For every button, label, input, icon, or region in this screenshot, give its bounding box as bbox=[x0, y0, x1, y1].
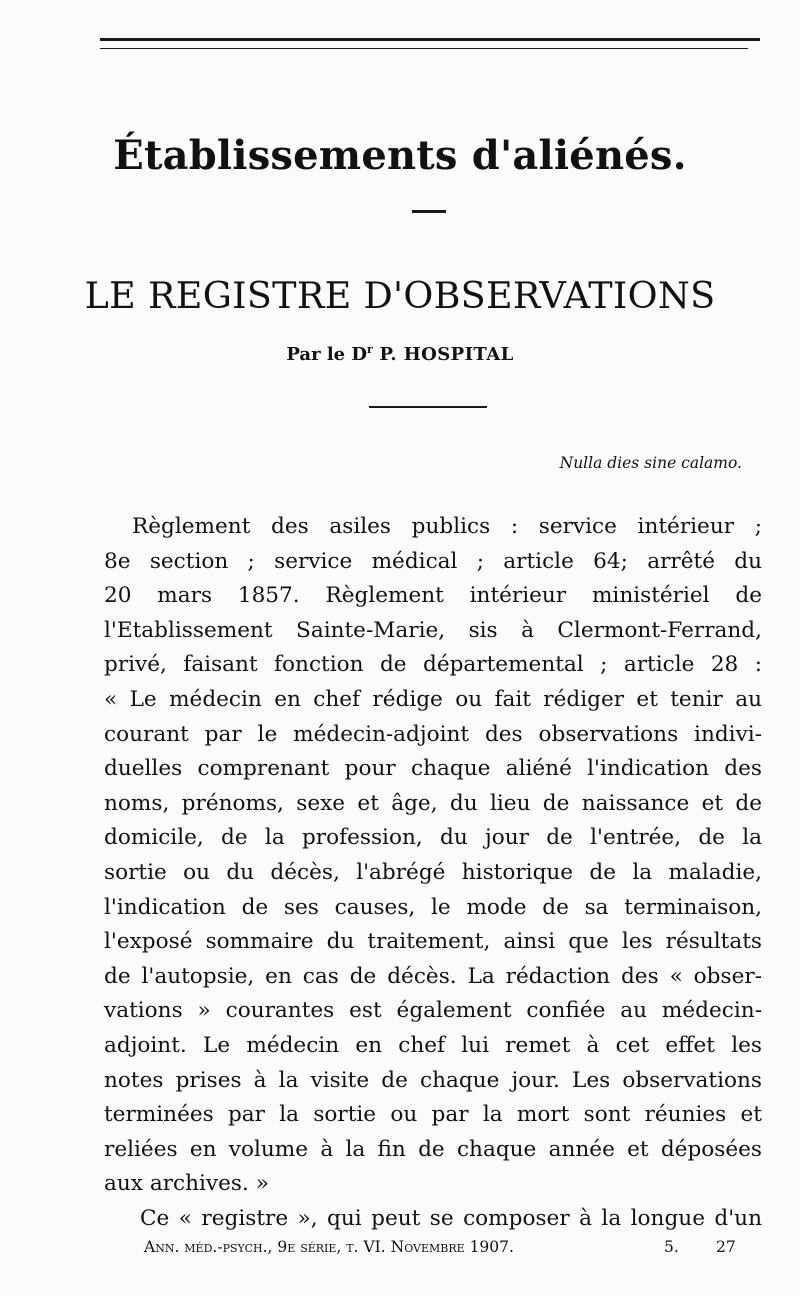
body-line: privé, faisant fonction de départemental ; article 28 : bbox=[104, 652, 762, 678]
section-heading: Établissements d'aliénés. bbox=[113, 132, 687, 179]
body-line: aux archives. » bbox=[104, 1171, 269, 1197]
body-line: « Le médecin en chef rédige ou fait rédiger et tenir au bbox=[104, 686, 762, 712]
page-number: 27 bbox=[716, 1238, 736, 1256]
body-line: 8e section ; service médical ; article 64; arrêté du bbox=[104, 548, 762, 574]
body-line: sortie ou du décès, l'abrégé historique de la maladie, bbox=[104, 859, 762, 885]
body-line: l'indication de ses causes, le mode de sa terminaison, bbox=[104, 894, 762, 920]
body-line: de l'autopsie, en cas de décès. La rédaction des « obser- bbox=[104, 963, 762, 989]
body-line: 20 mars 1857. Règlement intérieur ministériel de bbox=[104, 583, 762, 609]
body-line: noms, prénoms, sexe et âge, du lieu de naissance et de bbox=[104, 790, 762, 816]
body-line: l'exposé sommaire du traitement, ainsi que les résultats bbox=[104, 929, 762, 955]
page-footer bbox=[144, 1236, 736, 1258]
body-line: Ce « registre », qui peut se composer à la longue d'un bbox=[140, 1205, 762, 1231]
body-text bbox=[104, 510, 762, 1236]
journal-citation: Ann. méd.-psych., 9e série, t. VI. Novembre 1907. bbox=[144, 1238, 514, 1256]
body-line: domicile, de la profession, du jour de l'entrée, de la bbox=[104, 825, 762, 851]
heading-dash bbox=[412, 210, 446, 213]
body-line: vations » courantes est également confiée au médecin- bbox=[104, 998, 762, 1024]
body-line: adjoint. Le médecin en chef lui remet à cet effet les bbox=[104, 1032, 762, 1058]
body-line: l'Etablissement Sainte-Marie, sis à Clermont-Ferrand, bbox=[104, 617, 762, 643]
body-line: Règlement des asiles publics : service intérieur ; bbox=[132, 514, 762, 539]
top-rule-thick bbox=[100, 38, 760, 41]
byline bbox=[0, 342, 800, 368]
epigraph: Nulla dies sine calamo. bbox=[559, 454, 742, 472]
body-line: courant par le médecin-adjoint des observations indivi- bbox=[104, 721, 762, 747]
body-line: duelles comprenant pour chaque aliéné l'indication des bbox=[104, 756, 762, 782]
byline-rule bbox=[369, 406, 487, 408]
body-line: notes prises à la visite de chaque jour. Les observations bbox=[104, 1067, 762, 1093]
body-line: terminées par la sortie ou par la mort sont réunies et bbox=[104, 1102, 762, 1128]
top-rule-thin bbox=[100, 48, 748, 49]
byline-author: P. HOSPITAL bbox=[372, 344, 514, 365]
article-title: LE REGISTRE D'OBSERVATIONS bbox=[84, 274, 716, 317]
signature-mark: 5. bbox=[664, 1238, 679, 1256]
byline-prefix: Par le D bbox=[286, 344, 367, 365]
byline-sup: r bbox=[367, 343, 373, 356]
body-line: reliées en volume à la fin de chaque année et déposées bbox=[104, 1136, 762, 1162]
